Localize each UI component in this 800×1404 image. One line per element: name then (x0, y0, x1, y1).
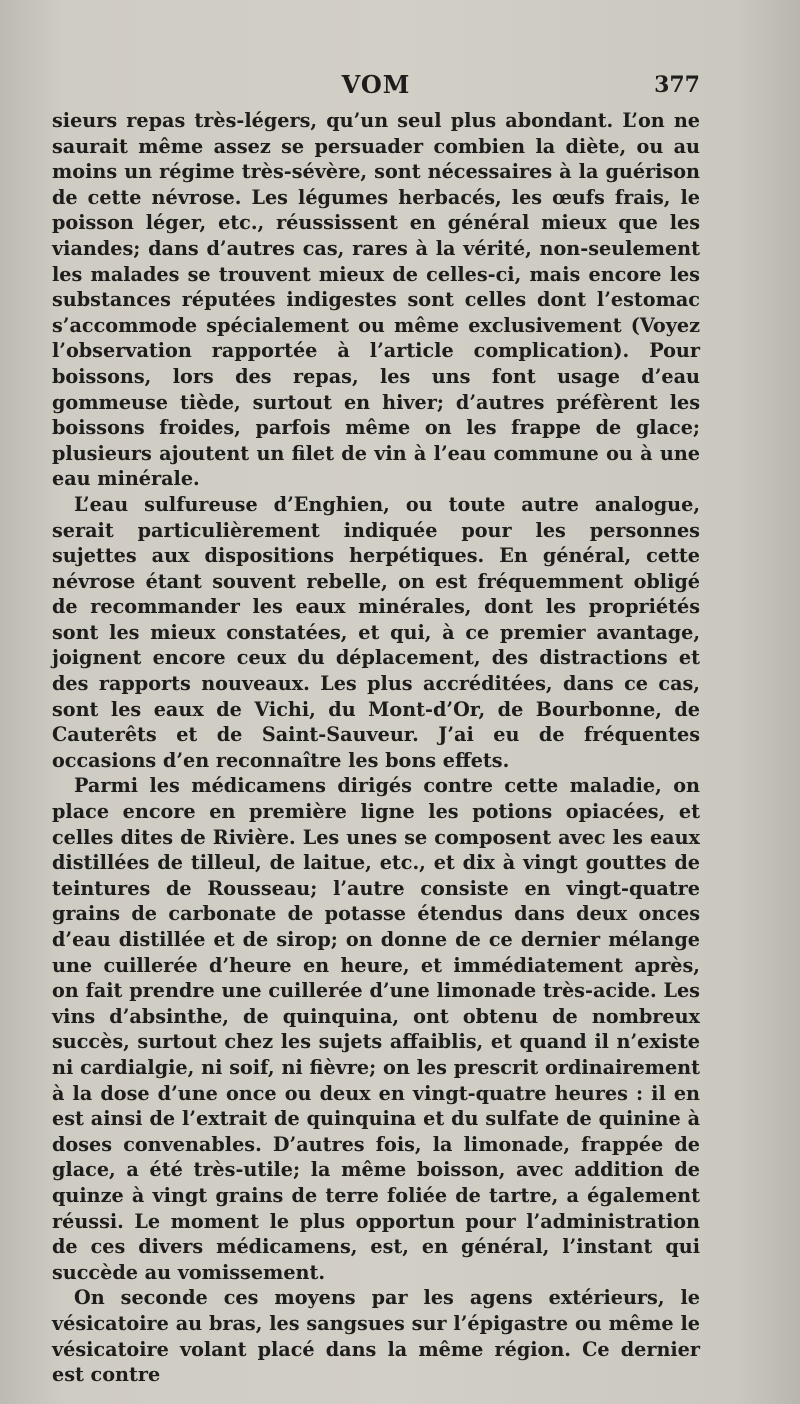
page-number: 377 (654, 72, 700, 98)
body-text (52, 108, 700, 1388)
page-header (52, 68, 700, 108)
paragraph-external-agents: On seconde ces moyens par les agens extérieurs, le vésicatoire au bras, les sangsues sur l’épigastre ou même le vésicatoire volant placé dans la même région. Ce dernier est contre (52, 1286, 700, 1387)
running-head: VOM (341, 70, 411, 99)
paragraph-mineral-waters: L’eau sulfureuse d’Enghien, ou toute autre analogue, serait particulièrement indiquée pour les personnes sujettes aux dispositions herpétiques. En général, cette névrose étant souvent rebelle, on est fréquemment obligé de recommander les eaux minérales, dont les propriétés sont les mieux constatées, et qui, à ce premier avantage, joignent encore ceux du déplacement, des distractions et des rapports nouveaux. Les plus accréditées, dans ce cas, sont les eaux de Vichi, du Mont-d’Or, de Bourbonne, de Cauterêts et de Saint-Sauveur. J’ai eu de fréquentes occasions d’en reconnaître les bons effets. (52, 492, 700, 772)
paragraph-medications: Parmi les médicamens dirigés contre cette maladie, on place encore en première ligne les potions opiacées, et celles dites de Rivière. Les unes se composent avec les eaux distillées de tilleul, de laitue, etc., et dix à vingt gouttes de teintures de Rousseau; l’autre consiste en vingt-quatre grains de carbonate de potasse étendus dans deux onces d’eau distillée et de sirop; on donne de ce dernier mélange une cuillerée d’heure en heure, et immédiatement après, on fait prendre une cuillerée d’une limonade très-acide. Les vins d’absinthe, de quinquina, ont obtenu de nombreux succès, surtout chez les sujets affaiblis, et quand il n’existe ni cardialgie, ni soif, ni fièvre; on les prescrit ordinairement à la dose d’une once ou deux en vingt-quatre heures : il en est ainsi de l’extrait de quinquina et du sulfate de quinine à doses convenables. D’autres fois, la limonade, frappée de glace, a été très-utile; la même boisson, avec addition de quinze à vingt grains de terre foliée de tartre, a également réussi. Le moment le plus opportun pour l’administration de ces divers médicamens, est, en général, l’instant qui succède au vomissement. (52, 774, 700, 1284)
paragraph-continuation: sieurs repas très-légers, qu’un seul plus abondant. L’on ne saurait même assez se persuader combien la diète, ou au moins un régime très-sévère, sont nécessaires à la guérison de cette névrose. Les légumes herbacés, les œufs frais, le poisson léger, etc., réussissent en général mieux que les viandes; dans d’autres cas, rares à la vérité, non-seulement les malades se trouvent mieux de celles-ci, mais encore les substances réputées indigestes sont celles dont l’estomac s’accommode spécialement ou même exclusivement (Voyez l’observation rapportée à l’article complication). Pour boissons, lors des repas, les uns font usage d’eau gommeuse tiède, surtout en hiver; d’autres préfèrent les boissons froides, parfois même on les frappe de glace; plusieurs ajoutent un filet de vin à l’eau commune ou à une eau minérale. (52, 109, 700, 491)
